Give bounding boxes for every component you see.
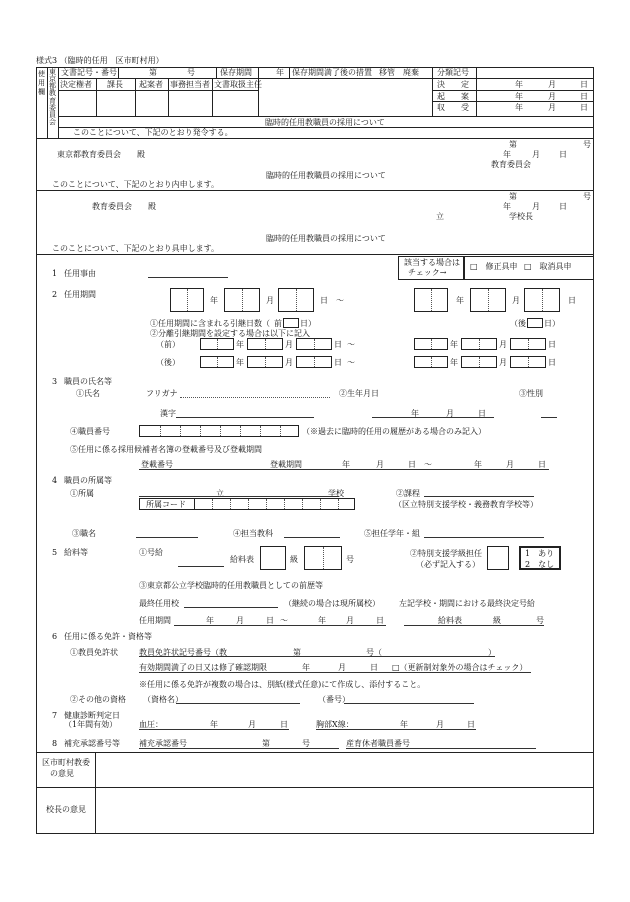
start-hi: 日 (320, 296, 328, 305)
bp-field[interactable] (139, 729, 289, 730)
prev-end-nen: 年 (318, 616, 326, 625)
b1-nen: 年 (503, 150, 511, 159)
multi-license-note: ※任用に係る免許が複数の場合は、別紙(様式任意)にて作成し、添付すること。 (139, 680, 426, 689)
special-opt-no: 2 なし (525, 560, 555, 569)
bp-hi: 日 (280, 720, 288, 729)
b1-dai: 第 (509, 140, 517, 149)
name-label: ①氏名 (76, 389, 100, 398)
check-label-2: チェック→ (408, 268, 447, 277)
bp-nen: 年 (210, 720, 218, 729)
course-label: ②課程 (396, 489, 420, 498)
license-dai: 第 (293, 648, 301, 657)
birthdate-label: ②生年月日 (339, 389, 379, 398)
s8-label: 補充承認番号等 (64, 739, 120, 748)
prev-step-field[interactable] (404, 625, 544, 626)
approver-label: 決定権者 (60, 80, 92, 89)
reg-end-hi: 日 (538, 460, 546, 469)
decision-nen: 年 (515, 80, 523, 89)
check-label-1: 該当する場合は (404, 258, 460, 267)
usage-column-label: 使用欄 (38, 70, 45, 96)
step-box[interactable] (304, 546, 342, 570)
b2-go: 号 (583, 192, 591, 201)
post-label: （後） (156, 358, 180, 367)
special-class-label: ②特別支援学級担任 (410, 549, 482, 558)
pre-end-day[interactable] (510, 338, 546, 350)
pre-start-month[interactable] (247, 338, 283, 350)
post-end-tsuki: 月 (499, 358, 507, 367)
kanji-label: 漢字 (160, 409, 176, 418)
special-class-note: （必ず記入する） (416, 560, 480, 569)
start-year-box[interactable] (170, 288, 204, 312)
end-nen: 年 (456, 296, 464, 305)
birthdate-field[interactable] (372, 417, 494, 418)
pre-end-tsuki: 月 (499, 340, 507, 349)
post-start-nen: 年 (236, 358, 244, 367)
qual-no-field[interactable] (344, 703, 474, 704)
board-column-label: 東京都教育委員会 (49, 68, 56, 126)
post-end-nen: 年 (450, 358, 458, 367)
xray-label: 胸部X線： (316, 720, 354, 729)
prev-start-nen: 年 (206, 616, 214, 625)
post-start-day[interactable] (296, 356, 332, 368)
s4-number: 4 (52, 476, 58, 485)
prev-start-tsuki: 月 (236, 616, 244, 625)
b1-subject: 臨時的任用教職員の採用について (266, 171, 386, 180)
subject-field[interactable] (284, 537, 340, 538)
draft-hi: 日 (580, 92, 588, 101)
handover-after-days[interactable] (527, 318, 543, 328)
homeroom-field[interactable] (424, 537, 544, 538)
s2-number: 2 (52, 290, 58, 299)
start-day-box[interactable] (278, 288, 314, 312)
section-chief-label: 課長 (107, 80, 123, 89)
bp-tsuki: 月 (248, 720, 256, 729)
staff-no-label: ④職員番号 (70, 427, 110, 436)
post-tilde: ～ (347, 358, 355, 367)
pre-label: （前） (156, 340, 180, 349)
prev-table-label: 給料表 (438, 616, 462, 625)
approval-go: 号 (302, 739, 310, 748)
license-close: ） (488, 648, 496, 657)
post-start-year[interactable] (200, 356, 234, 368)
bp-label: 血圧： (139, 720, 163, 729)
qual-name-label: （資格名） (143, 695, 183, 704)
reg-end-tsuki: 月 (506, 460, 514, 469)
license-go: 号（ (366, 648, 382, 657)
header-notice: このことについて、下記のとおり発令する。 (73, 128, 233, 137)
final-step-note: 左記学校・期間における最終決定号給 (399, 599, 535, 608)
register-period-label: 登載期間 (270, 460, 302, 469)
post-start-tsuki: 月 (285, 358, 293, 367)
furigana-field[interactable] (180, 397, 330, 398)
prev-grade-label: 級 (493, 616, 501, 625)
b1-addressee: 東京都教育委員会 殿 (57, 150, 145, 159)
pre-end-year[interactable] (414, 338, 448, 350)
s7-sub: （1年間有効） (64, 720, 118, 729)
s3-label: 職員の氏名等 (64, 377, 112, 386)
draft-nen: 年 (515, 92, 523, 101)
course-field[interactable] (424, 496, 534, 497)
handover-note: ①任用期間に含まれる引継日数（ (150, 319, 270, 328)
receive-nen: 年 (515, 103, 523, 112)
qual-name-field[interactable] (176, 703, 300, 704)
birth-hi: 日 (478, 409, 486, 418)
prev-period-label: 任用期間 (139, 616, 171, 625)
form-label: 様式3 （臨時的任用 区市町村用） (36, 56, 164, 65)
license-label: ①教員免許状 (70, 648, 118, 657)
pre-start-year[interactable] (200, 338, 234, 350)
post-end-month[interactable] (461, 356, 497, 368)
reg-end-nen: 年 (474, 460, 482, 469)
doc-number-label: 文書記号・番号 (61, 68, 117, 77)
s3-number: 3 (52, 377, 58, 386)
affiliation-field[interactable] (139, 496, 339, 497)
end-day-box[interactable] (524, 288, 560, 312)
prev-end-hi: 日 (376, 616, 384, 625)
xray-hi: 日 (467, 720, 475, 729)
reason-field[interactable] (148, 277, 228, 278)
dai-label: 第 (149, 68, 157, 77)
expiry-field[interactable] (139, 672, 531, 673)
other-qual-label: ②その他の資格 (70, 695, 126, 704)
decision-tsuki: 月 (548, 80, 556, 89)
post-end-day[interactable] (510, 356, 546, 368)
subject-label: ④担当教科 (233, 529, 273, 538)
homeroom-label: ⑤担任学年・組 (364, 529, 420, 538)
xray-tsuki: 月 (436, 720, 444, 729)
leave-staff-field[interactable] (346, 748, 536, 749)
end-hi: 日 (568, 296, 576, 305)
b1-hi: 日 (559, 150, 567, 159)
start-tsuki: 月 (266, 296, 274, 305)
b2-addressee: 教育委員会 殿 (92, 202, 156, 211)
expiry-label: 有効期間満了の日又は修了確認期限 (139, 663, 267, 672)
b2-tatsu: 立 (436, 212, 444, 221)
job-title-field[interactable] (136, 537, 198, 538)
handover-after: 後 (518, 319, 526, 328)
s6-label: 任用に係る免許・資格等 (64, 632, 152, 641)
decision-label: 決 定 (437, 80, 469, 89)
handover-after-close: 日） (544, 319, 560, 328)
post-end-year[interactable] (414, 356, 448, 368)
last-school-label: 最終任用校 (139, 599, 179, 608)
b1-sender: 教育委員会 (491, 160, 531, 169)
s8-number: 8 (52, 739, 58, 748)
kanji-name-field[interactable] (176, 417, 314, 418)
xray-field[interactable] (316, 729, 476, 730)
s1-number: 1 (52, 269, 58, 278)
prev-end-tsuki: 月 (346, 616, 354, 625)
continuation-note: （継続の場合は現所属校） (284, 599, 380, 608)
s5-label: 給料等 (64, 548, 88, 557)
b1-tsuki: 月 (532, 150, 540, 159)
affil-school: 学校 (328, 489, 344, 498)
check-cancel[interactable]: □ 取消具申 (524, 262, 572, 271)
qual-no-label: （番号） (318, 695, 350, 704)
pre-end-nen: 年 (450, 340, 458, 349)
prev-step-label: 号 (536, 616, 544, 625)
pre-start-day[interactable] (296, 338, 332, 350)
b2-dai: 第 (509, 192, 517, 201)
header-subject: 臨時的任用教職員の採用について (265, 118, 385, 127)
history-label: ③東京都公立学校臨時的任用教職員としての前歴等 (139, 581, 323, 590)
period-tilde: ～ (336, 296, 344, 305)
pre-end-month[interactable] (461, 338, 497, 350)
principal-opinion-field[interactable] (96, 788, 593, 833)
go-label: 号 (187, 68, 195, 77)
xray-nen: 年 (400, 720, 408, 729)
approval-no-field[interactable] (139, 748, 339, 749)
principal-opinion-label: 校長の意見 (46, 805, 86, 814)
after-retention-label: 保存期間満了後の措置 (292, 68, 372, 77)
drafter-label: 起案者 (139, 80, 163, 89)
furigana-label: フリガナ (146, 389, 178, 398)
transfer-label: 移管 (379, 68, 395, 77)
salary-step-label: ①号給 (139, 548, 163, 557)
last-school-field[interactable] (184, 607, 278, 608)
prev-tilde: ～ (280, 616, 288, 625)
salary-table-label: 給料表 (230, 555, 254, 564)
approval-dai: 第 (262, 739, 270, 748)
expiry-tsuki: 月 (338, 663, 346, 672)
pre-start-tsuki: 月 (285, 340, 293, 349)
affiliation-label: ①所属 (70, 489, 94, 498)
expiry-hi: 日 (370, 663, 378, 672)
license-no-field[interactable] (139, 656, 495, 657)
reg-start-tsuki: 月 (376, 460, 384, 469)
separate-handover-note: ②分離引継期間を設定する場合は以下に記入 (150, 329, 310, 338)
receive-tsuki: 月 (548, 103, 556, 112)
s7-label: 健康診断判定日 (64, 711, 120, 720)
end-month-box[interactable] (470, 288, 506, 312)
sex-label: ③性別 (519, 389, 543, 398)
prev-period-field[interactable] (174, 625, 386, 626)
s6-number: 6 (52, 632, 58, 641)
board-opinion-label-1: 区市町村教委 (42, 758, 90, 767)
pre-start-hi: 日 (334, 340, 342, 349)
b2-body: このことについて、下記のとおり具申します。 (52, 244, 220, 253)
s7-number: 7 (52, 711, 58, 720)
clerk-label: 事務担当者 (170, 80, 210, 89)
b1-body: このことについて、下記のとおり内申します。 (52, 180, 220, 189)
prev-start-hi: 日 (266, 616, 274, 625)
salary-table-field[interactable] (178, 566, 224, 567)
affil-tatsu: 立 (216, 489, 224, 498)
affil-code-label: 所属コード (146, 500, 186, 509)
expiry-nen: 年 (302, 663, 310, 672)
handover-before: 前 (274, 319, 282, 328)
handover-before-close: 日） (300, 319, 316, 328)
reg-start-hi: 日 (408, 460, 416, 469)
start-month-box[interactable] (224, 288, 260, 312)
birth-tsuki: 月 (446, 409, 454, 418)
pre-tilde: ～ (347, 340, 355, 349)
s5-number: 5 (52, 548, 58, 557)
renewal-exempt-check[interactable]: □（更新制対象外の場合はチェック） (392, 663, 528, 672)
decision-hi: 日 (580, 80, 588, 89)
retention-label: 保存期間 (220, 68, 252, 77)
pre-end-hi: 日 (548, 340, 556, 349)
handover-after-open: （ (510, 319, 518, 328)
draft-tsuki: 月 (548, 92, 556, 101)
staff-no-note: （※過去に臨時的任用の履歴がある場合のみ記入） (302, 427, 486, 436)
special-class-box[interactable] (487, 546, 509, 570)
board-opinion-field[interactable] (96, 753, 593, 787)
job-title-label: ③職名 (72, 529, 96, 538)
receive-label: 収 受 (437, 103, 469, 112)
b2-sender: 学校長 (509, 212, 533, 221)
special-opt-yes: 1 あり (525, 549, 555, 558)
check-revision[interactable]: □ 修正具申 (470, 262, 518, 271)
post-start-hi: 日 (334, 358, 342, 367)
birth-nen: 年 (411, 409, 419, 418)
post-start-month[interactable] (247, 356, 283, 368)
post-end-hi: 日 (548, 358, 556, 367)
s2-label: 任用期間 (64, 290, 96, 299)
sex-field[interactable] (541, 417, 557, 418)
end-tsuki: 月 (512, 296, 520, 305)
b1-go: 号 (583, 140, 591, 149)
course-note: （区立特別支援学校・義務教育学校等） (394, 500, 538, 509)
discard-label: 廃棄 (403, 68, 419, 77)
b2-subject: 臨時的任用教職員の採用について (266, 234, 386, 243)
doc-manager-label: 文書取扱主任 (214, 80, 262, 89)
leave-staff-label: 産育休者職員番号 (346, 739, 410, 748)
end-year-box[interactable] (414, 288, 448, 312)
license-no-label: 教員免許状記号番号（教 (139, 648, 227, 657)
grade-label: 級 (290, 555, 298, 564)
receive-hi: 日 (580, 103, 588, 112)
approval-no-label: 補充承認番号 (139, 739, 187, 748)
reg-tilde: ～ (424, 460, 432, 469)
handover-before-days[interactable] (283, 318, 299, 328)
grade-box[interactable] (260, 546, 286, 570)
s1-label: 任用事由 (64, 269, 96, 278)
pre-start-nen: 年 (236, 340, 244, 349)
nen-label: 年 (276, 68, 284, 77)
s4-label: 職員の所属等 (64, 476, 112, 485)
register-field[interactable] (139, 469, 549, 470)
step-label: 号 (346, 555, 354, 564)
start-nen: 年 (210, 296, 218, 305)
b2-hi: 日 (559, 202, 567, 211)
board-opinion-label-2: の意見 (50, 769, 74, 778)
register-label: ⑤任用に係る採用候補者名簿の登載番号及び登載期間 (70, 445, 262, 454)
register-no-label: 登載番号 (141, 460, 173, 469)
draft-label: 起 案 (437, 92, 469, 101)
staff-no-box[interactable] (139, 425, 299, 437)
b2-tsuki: 月 (532, 202, 540, 211)
class-code-label: 分類記号 (437, 68, 469, 77)
reg-start-nen: 年 (342, 460, 350, 469)
b2-nen: 年 (503, 202, 511, 211)
